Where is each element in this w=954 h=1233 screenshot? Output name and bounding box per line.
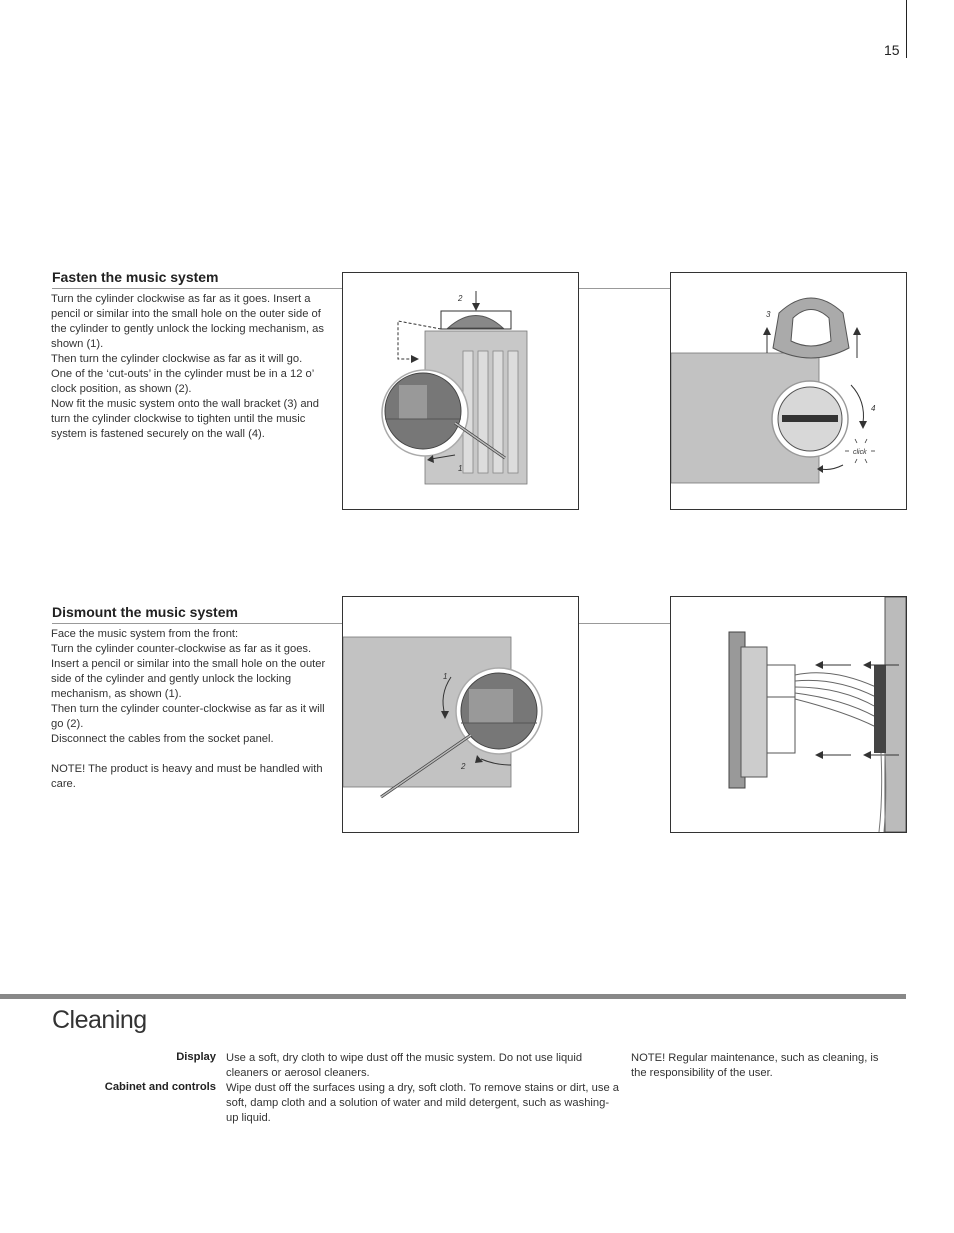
step-1-label: 1 [458,464,463,473]
mount-illustration [671,273,906,509]
dismount-paragraph: Turn the cylinder counter-clockwise as far as it goes. Insert a pencil or similar into the small hole on the outer side of the cylinder and gently unlock the locking mechanism, as shown (1). [51,643,326,700]
cleaning-label-cabinet: Cabinet and controls [104,1081,216,1093]
dismount-body [51,627,326,792]
dismount-title-rule [52,623,342,624]
fasten-title-rule [52,288,342,289]
step-4-label: 4 [871,404,876,413]
dismount-paragraph: Then turn the cylinder counter-clockwise as far as it will go (2). [51,703,325,730]
cables-illustration [671,597,906,832]
cleaning-title: Cleaning [52,1006,147,1034]
dismount-title: Dismount the music system [52,604,238,620]
cleaning-band [0,994,906,999]
dismount-step-1-label: 1 [443,672,448,681]
fasten-figure-mount [670,272,907,510]
dismount-figure-unlock [342,596,579,833]
page-edge-rule [906,0,907,58]
dismount-step-2-label: 2 [461,762,466,771]
click-label: click [853,449,867,456]
fasten-paragraph: Now fit the music system onto the wall bracket (3) and turn the cylinder clockwise to tighten until the music system is fastened securely on the wall (4). [51,398,319,440]
fasten-paragraph: Turn the cylinder clockwise as far as it goes. Insert a pencil or similar into the small hole on the outer side of the cylinder to gently unlock the locking mechanism, as shown (1). [51,293,324,350]
step-2-label: 2 [458,294,463,303]
cleaning-text-display: Use a soft, dry cloth to wipe dust off the music system. Do not use liquid cleaners or aerosol cleaners. [226,1052,583,1079]
dismount-figure-cables [670,596,907,833]
cleaning-label-display: Display [176,1051,216,1063]
step-3-label: 3 [766,310,771,319]
unlock-illustration [343,273,578,509]
dismount-unlock-illustration [343,597,578,832]
dismount-paragraph: Face the music system from the front: [51,628,239,640]
dismount-figure-connector [579,623,671,624]
fasten-body [51,292,326,442]
cleaning-text-cabinet: Wipe dust off the surfaces using a dry, soft cloth. To remove stains or dirt, use a soft, damp cloth and a solution of water and mild detergent, such as washing-up liquid. [226,1082,619,1124]
dismount-paragraph [51,747,326,762]
page-number: 15 [884,42,900,58]
dismount-paragraph: Disconnect the cables from the socket panel. [51,733,274,745]
fasten-paragraph: Then turn the cylinder clockwise as far as it will go. One of the ‘cut-outs’ in the cylinder must be in a 12 o’ clock position, as shown (2). [51,353,314,395]
fasten-figure-unlock [342,272,579,510]
cleaning-note: NOTE! Regular maintenance, such as cleaning, is the responsibility of the user. [631,1052,879,1079]
fasten-figure-connector [579,288,671,289]
fasten-title: Fasten the music system [52,269,219,285]
dismount-note: NOTE! The product is heavy and must be handled with care. [51,763,323,790]
